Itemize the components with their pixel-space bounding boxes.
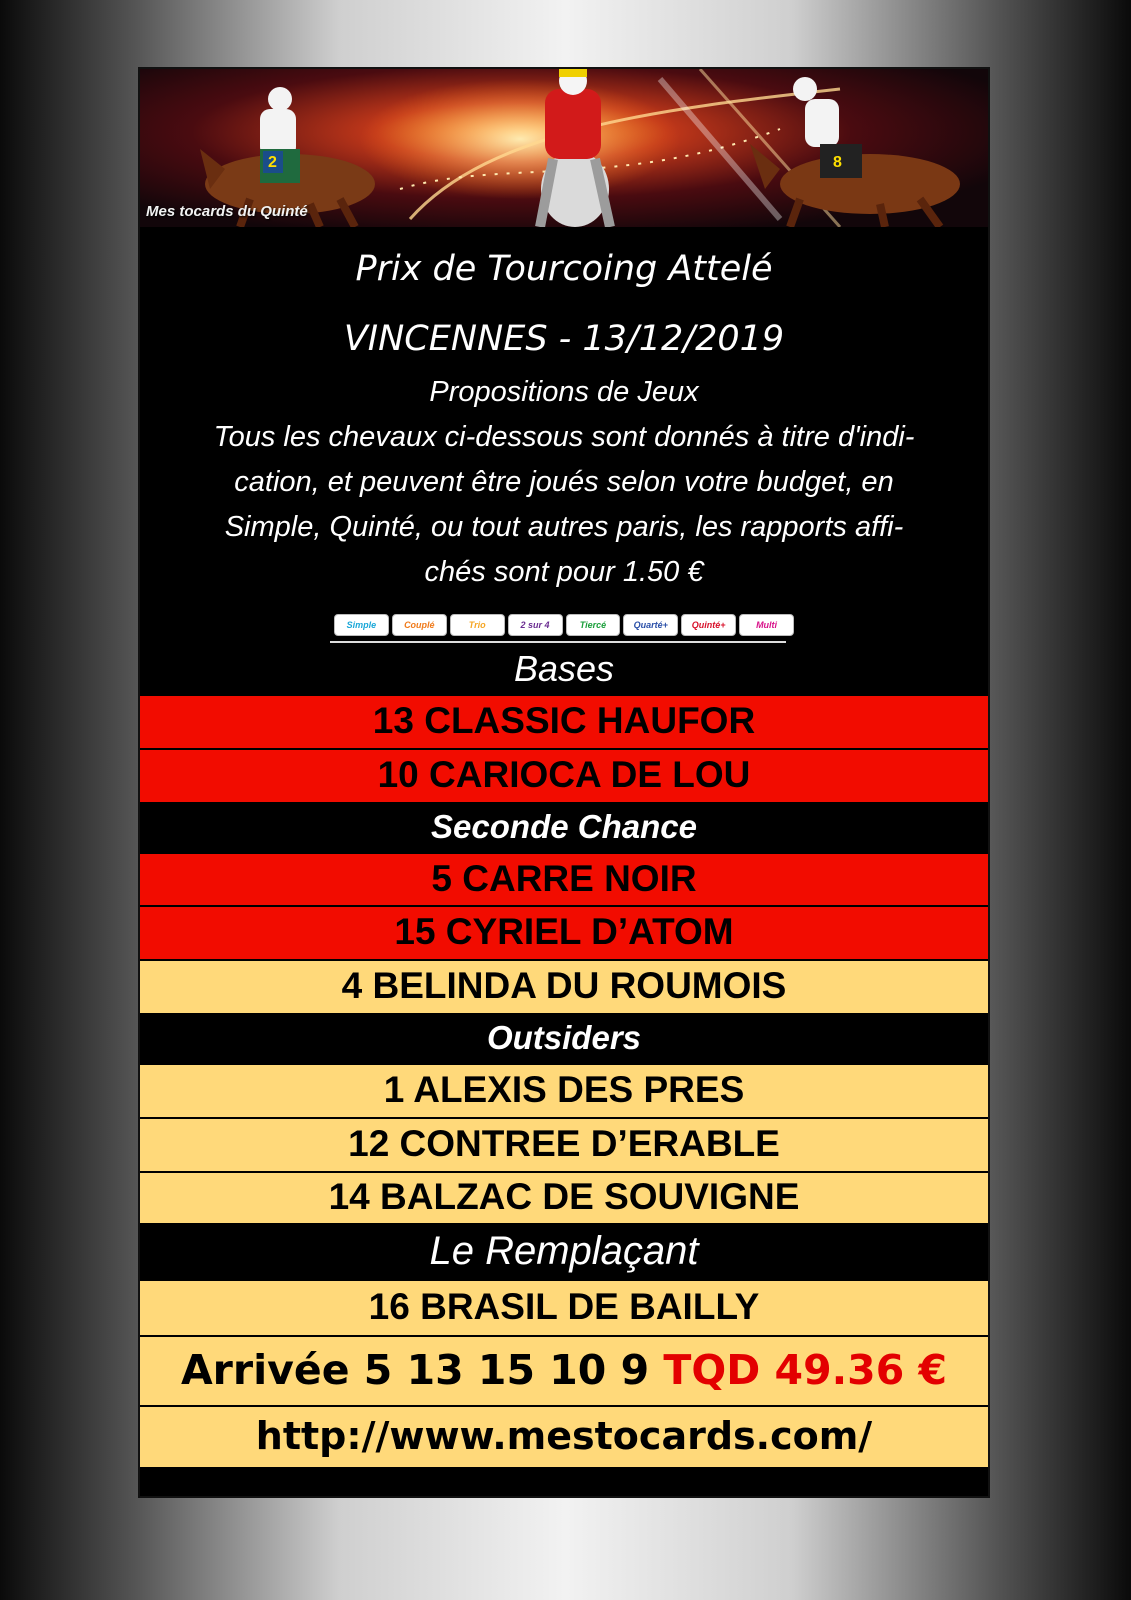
bet-badge-tierce: Tiercé: [566, 614, 621, 636]
intro-line: Simple, Quinté, ou tout autres paris, les rapports affi-: [224, 511, 904, 543]
horse-row: 1 ALEXIS DES PRES: [140, 1063, 988, 1117]
section-heading-outsiders: Outsiders: [140, 1013, 988, 1063]
horse-row: 16 BRASIL DE BAILLY: [140, 1279, 988, 1335]
jockey-right-icon: [750, 77, 960, 227]
horse-row: 15 CYRIEL D’ATOM: [140, 905, 988, 959]
race-name: Prix de Tourcoing Attelé: [355, 249, 773, 289]
bet-badge-quinte: Quinté+: [681, 614, 736, 636]
tips-card: [138, 67, 990, 1498]
result-row: [140, 1335, 988, 1405]
intro-line: Tous les chevaux ci-dessous sont donnés à titre d'indi-: [213, 421, 915, 453]
banner-caption: Mes tocards du Quinté: [146, 203, 308, 220]
horse-row: 5 CARRE NOIR: [140, 852, 988, 905]
horse-row: 4 BELINDA DU ROUMOIS: [140, 959, 988, 1013]
horse-row: 12 CONTREE D’ERABLE: [140, 1117, 988, 1171]
header-banner: [140, 69, 988, 227]
tqd-text: TQD 49.36 €: [663, 1346, 948, 1394]
intro-line: chés sont pour 1.50 €: [424, 556, 704, 588]
intro-heading: Propositions de Jeux: [429, 376, 699, 408]
horse-row: 13 CLASSIC HAUFOR: [140, 694, 988, 748]
divider: [330, 641, 786, 643]
intro-line: cation, et peuvent être joués selon votre budget, en: [234, 466, 894, 498]
horse-row: 10 CARIOCA DE LOU: [140, 748, 988, 802]
bet-badge-2sur4: 2 sur 4: [508, 614, 563, 636]
svg-text:8: 8: [833, 154, 842, 171]
bet-badge-trio: Trio: [450, 614, 505, 636]
bet-badge-couple: Couplé: [392, 614, 447, 636]
bet-badge-quarte: Quarté+: [623, 614, 678, 636]
venue-date: VINCENNES - 13/12/2019: [343, 319, 785, 359]
bet-badge-simple: Simple: [334, 614, 389, 636]
arrival-text: Arrivée 5 13 15 10 9: [180, 1346, 650, 1394]
section-heading-remplacant: Le Remplaçant: [140, 1223, 988, 1279]
section-heading-seconde-chance: Seconde Chance: [140, 802, 988, 852]
svg-text:2: 2: [268, 154, 277, 171]
horse-row: 14 BALZAC DE SOUVIGNE: [140, 1171, 988, 1223]
bet-badge-multi: Multi: [739, 614, 794, 636]
section-heading-bases: Bases: [140, 644, 988, 694]
website-link[interactable]: http://www.mestocards.com/: [140, 1405, 988, 1467]
bet-type-badges: [334, 614, 794, 636]
